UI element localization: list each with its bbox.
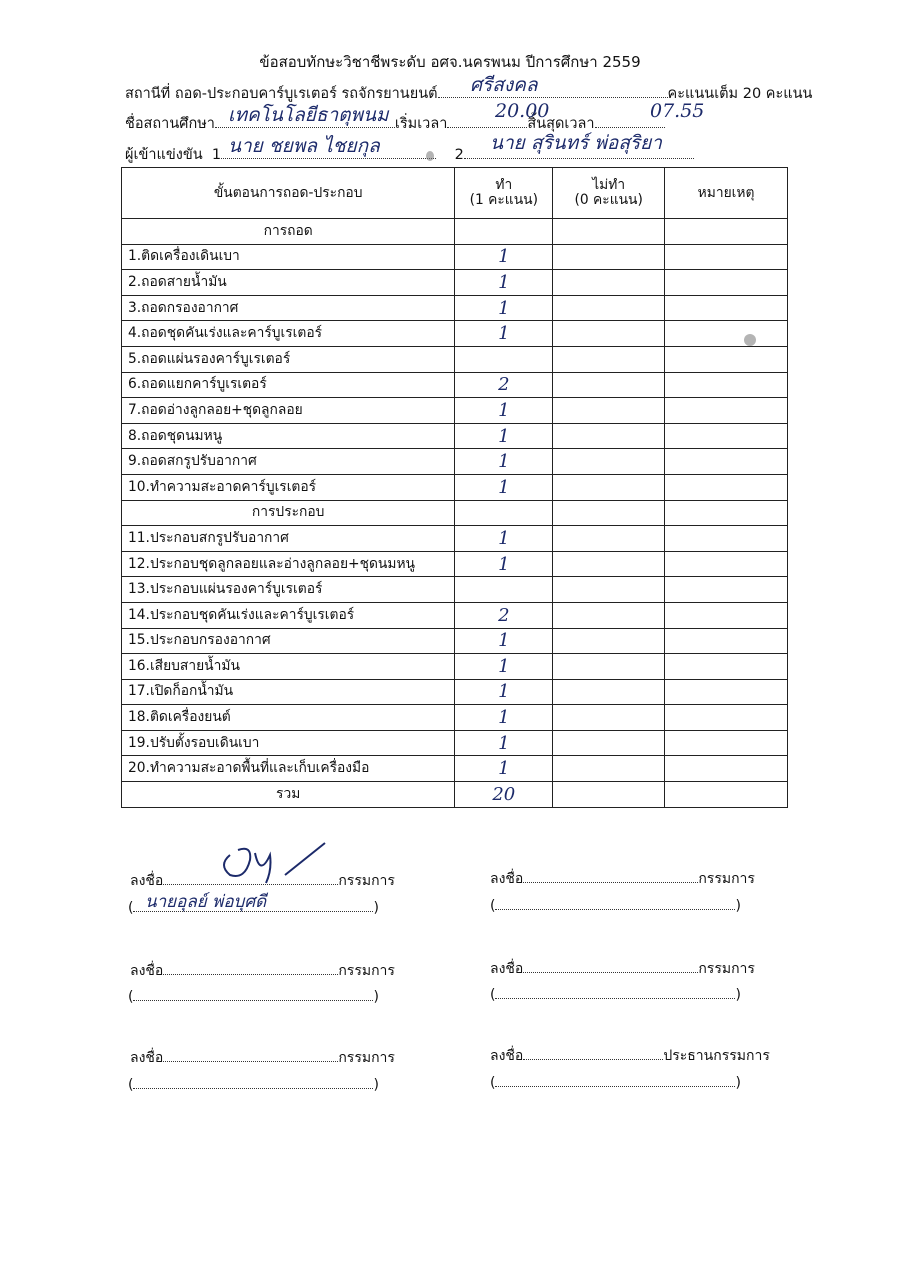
step-cell: 14.ประกอบชุดคันเร่งและคาร์บูเรเตอร์ — [122, 602, 455, 628]
mark-cell: 1 — [455, 679, 553, 705]
ink-smudge — [426, 151, 434, 161]
signature-3-name: ( ) — [128, 989, 379, 1005]
mark-cell: 1 — [455, 321, 553, 347]
signature-1: ลงชื่อ กรรมการ — [130, 873, 395, 889]
step-cell: 9.ถอดสกรูปรับอากาศ — [122, 449, 455, 475]
header-not-do: ไม่ทำ (0 คะแนน) — [553, 168, 665, 219]
competitor-2-hand: นาย สุรินทร์ พ่อสุริยา — [490, 132, 662, 154]
mark-cell: 1 — [455, 244, 553, 270]
school-label: ชื่อสถานศึกษา — [125, 116, 215, 132]
table-row — [122, 346, 788, 372]
step-cell: 16.เสียบสายน้ำมัน — [122, 654, 455, 680]
section-remove-row — [122, 219, 788, 245]
signature-4-name: ( ) — [490, 987, 741, 1003]
step-cell: 11.ประกอบสกรูปรับอากาศ — [122, 526, 455, 552]
mark-cell: 1 — [455, 654, 553, 680]
signature-chair: ลงชื่อ ประธานกรรมการ — [490, 1048, 770, 1064]
signature-5: ลงชื่อ กรรมการ — [130, 1050, 395, 1066]
header-do: ทำ (1 คะแนน) — [455, 168, 553, 219]
end-hand: 07.55 — [650, 100, 705, 122]
header-note: หมายเหตุ — [665, 168, 788, 219]
step-cell: 5.ถอดแผ่นรองคาร์บูเรเตอร์ — [122, 346, 455, 372]
table-row — [122, 474, 788, 500]
mark-cell — [455, 577, 553, 603]
table-row — [122, 244, 788, 270]
table-row — [122, 270, 788, 296]
header-step: ขั้นตอนการถอด-ประกอบ — [122, 168, 455, 219]
step-cell: 7.ถอดอ่างลูกลอย+ชุดลูกลอย — [122, 398, 455, 424]
step-cell: 10.ทำความสะอาดคาร์บูเรเตอร์ — [122, 474, 455, 500]
step-cell: 13.ประกอบแผ่นรองคาร์บูเรเตอร์ — [122, 577, 455, 603]
ink-smudge — [744, 334, 756, 346]
mark-cell: 2 — [455, 372, 553, 398]
end-label: สิ้นสุดเวลา — [527, 116, 595, 132]
table-row — [122, 602, 788, 628]
competitors-label: ผู้เข้าแข่งขัน — [125, 147, 203, 163]
step-cell: 12.ประกอบชุดลูกลอยและอ่างลูกลอย+ชุดนมหนู — [122, 551, 455, 577]
step-cell: 17.เปิดก็อกน้ำมัน — [122, 679, 455, 705]
table-row — [122, 295, 788, 321]
signature-2: ลงชื่อ กรรมการ — [490, 871, 755, 887]
total-label: รวม — [122, 782, 455, 808]
mark-cell: 1 — [455, 756, 553, 782]
signature-5-name: ( ) — [128, 1077, 379, 1093]
table-row — [122, 449, 788, 475]
signature-3: ลงชื่อ กรรมการ — [130, 963, 395, 979]
mark-cell: 1 — [455, 551, 553, 577]
step-cell: 4.ถอดชุดคันเร่งและคาร์บูเรเตอร์ — [122, 321, 455, 347]
full-score-label: คะแนนเต็ม 20 คะแนน — [667, 86, 813, 102]
signature-2-name: ( ) — [490, 898, 741, 914]
station-hand: ศรีสงคล — [470, 74, 538, 96]
step-cell: 8.ถอดชุดนมหนู — [122, 423, 455, 449]
table-row — [122, 551, 788, 577]
table-row — [122, 423, 788, 449]
table-row — [122, 577, 788, 603]
start-hand: 20.00 — [495, 100, 550, 122]
total-row — [122, 782, 788, 808]
table-row — [122, 654, 788, 680]
table-row — [122, 756, 788, 782]
mark-cell: 1 — [455, 295, 553, 321]
mark-cell: 1 — [455, 398, 553, 424]
step-cell: 19.ปรับตั้งรอบเดินเบา — [122, 730, 455, 756]
table-row — [122, 526, 788, 552]
signature-1-name: ( ) — [128, 900, 379, 916]
step-cell: 20.ทำความสะอาดพื้นที่และเก็บเครื่องมือ — [122, 756, 455, 782]
score-table — [121, 167, 788, 808]
competitor-1-hand: นาย ชยพล ไชยกุล — [228, 135, 380, 157]
step-cell: 6.ถอดแยกคาร์บูเรเตอร์ — [122, 372, 455, 398]
section-assemble: การประกอบ — [122, 500, 455, 526]
table-row — [122, 321, 788, 347]
signature-1-scribble — [200, 835, 340, 890]
mark-cell: 1 — [455, 730, 553, 756]
signature-4: ลงชื่อ กรรมการ — [490, 961, 755, 977]
table-row — [122, 372, 788, 398]
total-mark: 20 — [455, 782, 553, 808]
station-label: สถานีที่ ถอด-ประกอบคาร์บูเรเตอร์ รถจักรยานยนต์ — [125, 86, 438, 102]
table-row — [122, 398, 788, 424]
table-row — [122, 679, 788, 705]
mark-cell: 1 — [455, 449, 553, 475]
mark-cell: 1 — [455, 423, 553, 449]
mark-cell: 1 — [455, 526, 553, 552]
step-cell: 2.ถอดสายน้ำมัน — [122, 270, 455, 296]
section-remove: การถอด — [122, 219, 455, 245]
step-cell: 3.ถอดกรองอากาศ — [122, 295, 455, 321]
step-cell: 18.ติดเครื่องยนต์ — [122, 705, 455, 731]
signature-chair-name: ( ) — [490, 1075, 741, 1091]
competitor-1-num: 1 — [211, 147, 222, 163]
section-assemble-row — [122, 500, 788, 526]
competitor-2-num: 2 — [454, 147, 464, 163]
mark-cell: 1 — [455, 705, 553, 731]
mark-cell: 1 — [455, 270, 553, 296]
page-title: ข้อสอบทักษะวิชาชีพระดับ อศจ.นครพนม ปีการศึกษา 2559 — [259, 53, 641, 71]
mark-cell: 2 — [455, 602, 553, 628]
table-header-row — [122, 168, 788, 219]
step-cell: 15.ประกอบกรองอากาศ — [122, 628, 455, 654]
table-row — [122, 730, 788, 756]
mark-cell — [455, 346, 553, 372]
mark-cell: 1 — [455, 474, 553, 500]
mark-cell: 1 — [455, 628, 553, 654]
table-row — [122, 705, 788, 731]
step-cell: 1.ติดเครื่องเดินเบา — [122, 244, 455, 270]
school-hand: เทคโนโลยีธาตุพนม — [228, 104, 389, 126]
start-label: เริ่มเวลา — [394, 116, 448, 132]
signature-1-hand-name: นายอุลย์ พ่อบุศดี — [145, 892, 267, 912]
table-row — [122, 628, 788, 654]
